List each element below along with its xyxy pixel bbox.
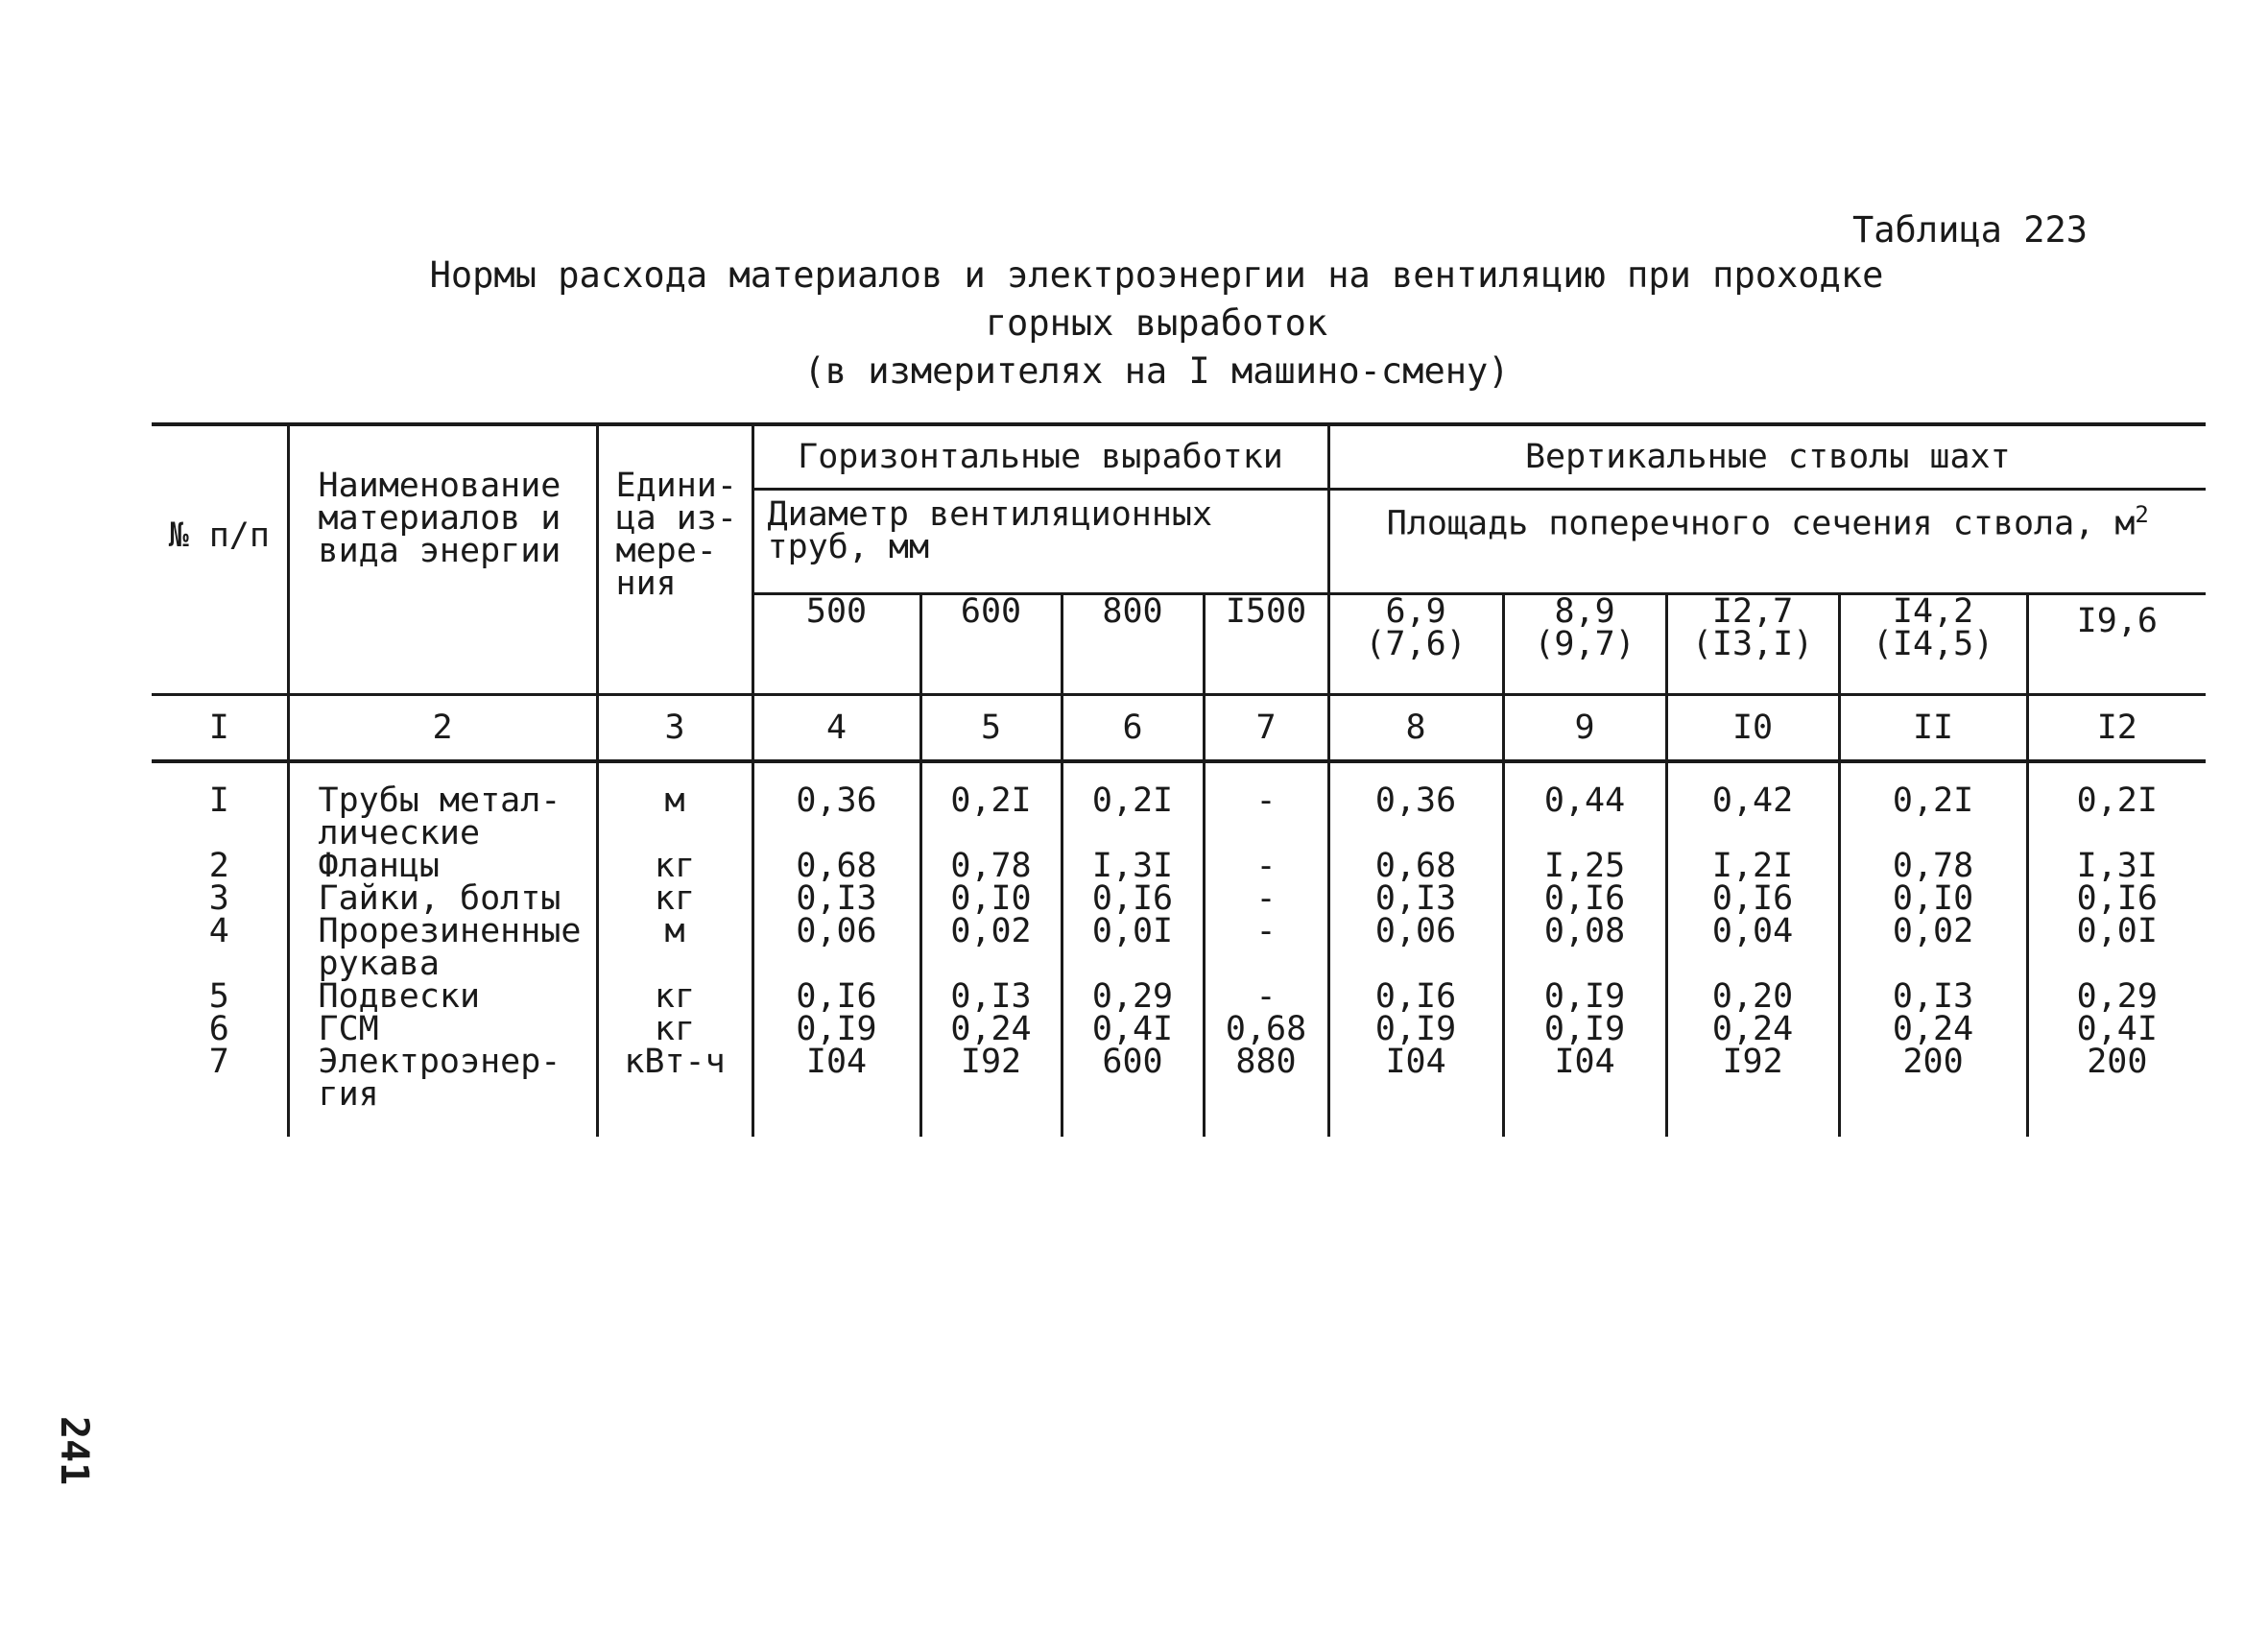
value-cell: 0,78 <box>920 850 1062 882</box>
value-cell: 0,4I <box>1062 1013 1204 1045</box>
table-row <box>152 1013 2206 1045</box>
table-row <box>152 1045 2206 1137</box>
value-cell: 0,I6 <box>1503 882 1666 915</box>
header-row-1 <box>152 424 2206 490</box>
row-number: 6 <box>208 1010 229 1048</box>
page-number: 241 <box>52 1416 96 1486</box>
area-3 <box>1666 594 1839 695</box>
row-number: 2 <box>208 847 229 885</box>
value-cell: 0,2I <box>1062 761 1204 850</box>
table-row <box>152 761 2206 850</box>
value-cell: 0,36 <box>1328 761 1503 850</box>
value-cell: 0,29 <box>1062 980 1204 1013</box>
unit-cell: кВт-ч <box>597 1045 752 1137</box>
title-line-3: (в измерителях на I машино-смену) <box>803 350 1510 392</box>
value-cell: 0,68 <box>1328 850 1503 882</box>
value-cell: 0,I9 <box>1328 1013 1503 1045</box>
area-1-a: 6,9 <box>1385 592 1446 631</box>
area-4-a: I4,2 <box>1892 592 1974 631</box>
column-number: 3 <box>597 695 752 762</box>
column-number: I <box>152 695 288 762</box>
title-line-2: горных выработок <box>985 302 1328 344</box>
area-2-b: (9,7) <box>1534 625 1635 663</box>
header-area <box>1328 490 2206 594</box>
unit-cell: кг <box>597 1013 752 1045</box>
value-cell: 0,2I <box>1839 761 2027 850</box>
header-num: № п/п <box>152 424 288 695</box>
material-name: ГСМ <box>288 1013 597 1045</box>
table-row <box>152 850 2206 882</box>
value-cell: 0,0I <box>1062 915 1204 980</box>
value-cell: 0,02 <box>1839 915 2027 980</box>
value-cell: 0,2I <box>2027 761 2206 850</box>
row-number: 7 <box>208 1043 229 1081</box>
value-cell: 0,I6 <box>2027 882 2206 915</box>
table-row <box>152 980 2206 1013</box>
value-cell: 0,20 <box>1666 980 1839 1013</box>
column-number: 5 <box>920 695 1062 762</box>
column-number: 4 <box>752 695 920 762</box>
value-cell: 0,24 <box>1666 1013 1839 1045</box>
value-cell: 600 <box>1062 1045 1204 1137</box>
value-cell: 200 <box>2027 1045 2206 1137</box>
value-cell: 0,I3 <box>752 882 920 915</box>
column-number: 2 <box>288 695 597 762</box>
value-cell: I04 <box>1328 1045 1503 1137</box>
value-cell: I,3I <box>1062 850 1204 882</box>
value-cell: 0,04 <box>1666 915 1839 980</box>
material-name: Электроэнер- гия <box>288 1045 597 1137</box>
table-row <box>152 882 2206 915</box>
area-2-a: 8,9 <box>1554 592 1615 631</box>
value-cell: 0,I6 <box>1666 882 1839 915</box>
value-cell: 0,I9 <box>1503 1013 1666 1045</box>
header-diameter: Диаметр вентиляционных труб, мм <box>752 490 1328 594</box>
area-1 <box>1328 594 1503 695</box>
value-cell: I,3I <box>2027 850 2206 882</box>
header-name: Наименование материалов и вида энергии <box>288 424 597 695</box>
value-cell: 0,4I <box>2027 1013 2206 1045</box>
value-cell: 0,68 <box>752 850 920 882</box>
column-number: II <box>1839 695 2027 762</box>
value-cell: 0,I0 <box>920 882 1062 915</box>
column-number-row <box>152 695 2206 762</box>
material-name: Прорезиненные рукава <box>288 915 597 980</box>
value-cell: 0,08 <box>1503 915 1666 980</box>
column-number: 9 <box>1503 695 1666 762</box>
unit-cell: кг <box>597 882 752 915</box>
value-cell: 0,68 <box>1204 1013 1328 1045</box>
column-number: I2 <box>2027 695 2206 762</box>
diameter-1500: I500 <box>1204 594 1328 695</box>
value-cell: 0,36 <box>752 761 920 850</box>
diameter-800: 800 <box>1062 594 1204 695</box>
value-cell: I04 <box>1503 1045 1666 1137</box>
unit-cell: кг <box>597 980 752 1013</box>
value-cell: I92 <box>1666 1045 1839 1137</box>
value-cell: 0,24 <box>920 1013 1062 1045</box>
row-number: 5 <box>208 977 229 1016</box>
table-row <box>152 915 2206 980</box>
material-name: Подвески <box>288 980 597 1013</box>
value-cell: - <box>1204 980 1328 1013</box>
value-cell: 0,78 <box>1839 850 2027 882</box>
value-cell: 0,29 <box>2027 980 2206 1013</box>
column-number: 8 <box>1328 695 1503 762</box>
value-cell: 200 <box>1839 1045 2027 1137</box>
area-3-a: I2,7 <box>1711 592 1794 631</box>
value-cell: I,25 <box>1503 850 1666 882</box>
value-cell: 0,0I <box>2027 915 2206 980</box>
value-cell: 0,06 <box>1328 915 1503 980</box>
data-body <box>152 761 2206 1137</box>
area-5 <box>2027 594 2206 695</box>
value-cell: - <box>1204 882 1328 915</box>
value-cell: 0,44 <box>1503 761 1666 850</box>
value-cell: 0,I6 <box>1062 882 1204 915</box>
area-4-b: (I4,5) <box>1872 625 1994 663</box>
column-number: I0 <box>1666 695 1839 762</box>
value-cell: 0,I9 <box>1503 980 1666 1013</box>
header-area-sup: 2 <box>2135 501 2149 528</box>
value-cell: 0,I3 <box>1839 980 2027 1013</box>
value-cell: 0,I9 <box>752 1013 920 1045</box>
value-cell: - <box>1204 915 1328 980</box>
area-2 <box>1503 594 1666 695</box>
title-line-1: Нормы расхода материалов и электроэнергии на вентиляцию при проходке <box>429 254 1884 296</box>
row-number: 4 <box>208 912 229 950</box>
row-number: I <box>208 781 229 820</box>
value-cell: I04 <box>752 1045 920 1137</box>
header-unit: Едини- ца из- мере- ния <box>597 424 752 695</box>
unit-cell: м <box>597 915 752 980</box>
value-cell: 0,I6 <box>1328 980 1503 1013</box>
value-cell: - <box>1204 761 1328 850</box>
header-horizontal: Горизонтальные выработки <box>752 424 1328 490</box>
value-cell: I92 <box>920 1045 1062 1137</box>
header-vertical: Вертикальные стволы шахт <box>1328 424 2206 490</box>
value-cell: I,2I <box>1666 850 1839 882</box>
table-label: Таблица 223 <box>1852 209 2089 251</box>
column-number: 7 <box>1204 695 1328 762</box>
unit-cell: кг <box>597 850 752 882</box>
unit-cell: м <box>597 761 752 850</box>
area-1-b: (7,6) <box>1365 625 1467 663</box>
value-cell: 880 <box>1204 1045 1328 1137</box>
area-4 <box>1839 594 2027 695</box>
material-name: Гайки, болты <box>288 882 597 915</box>
value-cell: 0,I6 <box>752 980 920 1013</box>
value-cell: 0,24 <box>1839 1013 2027 1045</box>
row-number: 3 <box>208 879 229 918</box>
material-name: Трубы метал- лические <box>288 761 597 850</box>
value-cell: - <box>1204 850 1328 882</box>
area-3-b: (I3,I) <box>1691 625 1814 663</box>
value-cell: 0,02 <box>920 915 1062 980</box>
value-cell: 0,I3 <box>920 980 1062 1013</box>
value-cell: 0,I0 <box>1839 882 2027 915</box>
area-5-a: I9,6 <box>2076 602 2158 640</box>
material-name: Фланцы <box>288 850 597 882</box>
table-title <box>384 252 1929 396</box>
value-cell: 0,42 <box>1666 761 1839 850</box>
value-cell: 0,2I <box>920 761 1062 850</box>
column-number: 6 <box>1062 695 1204 762</box>
norms-table <box>152 422 2206 1137</box>
value-cell: 0,I3 <box>1328 882 1503 915</box>
diameter-600: 600 <box>920 594 1062 695</box>
value-cell: 0,06 <box>752 915 920 980</box>
diameter-500: 500 <box>752 594 920 695</box>
header-area-text: Площадь поперечного сечения ствола, м <box>1386 504 2136 543</box>
